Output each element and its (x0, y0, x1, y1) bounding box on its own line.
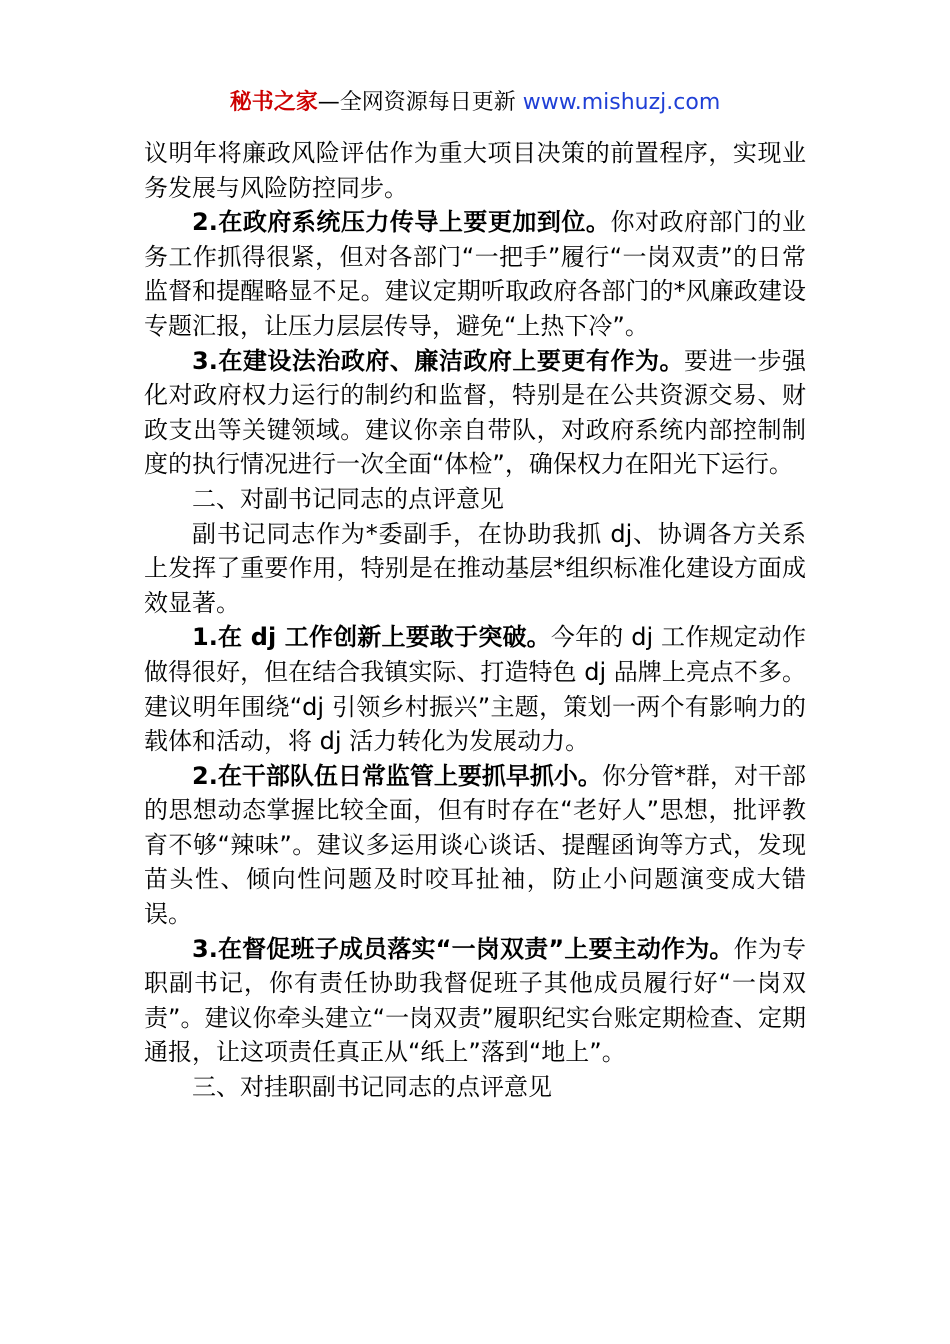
paragraph-text: 作为专职副书记，你有责任协助我督促班子其他成员履行好“一岗双责”。建议你牵头建立“一岗双责”履职纪实台账定期检查、定期通报，让这项责任真正从“纸上”落到“地上”。 (144, 934, 806, 1067)
paragraph-text: 你对政府部门的业务工作抓得很紧，但对各部门“一把手”履行“一岗双责”的日常监督和提醒略显不足。建议定期听取政府各部门的*风廉政建设专题汇报，让压力层层传导，避免“上热下冷”。 (144, 208, 806, 340)
paragraph-lead: 2.在干部队伍日常监管上要抓早抓小。 (192, 761, 602, 790)
site-header (0, 86, 950, 120)
paragraph-deputy-intro (144, 517, 806, 621)
paragraph-text: 今年的 dj 工作规定动作做得很好，但在结合我镇实际、打造特色 dj 品牌上亮点不多。建议明年围绕“dj 引领乡村振兴”主题，策划一两个有影响力的载体和活动，将 dj 活力转化为发展动力。 (144, 623, 806, 756)
site-url-link[interactable]: www.mishuzj.com (522, 90, 721, 115)
paragraph-text: 议明年将廉政风险评估作为重大项目决策的前置程序，实现业务发展与风险防控同步。 (144, 139, 806, 202)
section-heading-text: 三、对挂职副书记同志的点评意见 (192, 1073, 552, 1102)
paragraph-point-3-government (144, 344, 806, 482)
section-heading-2 (144, 482, 806, 517)
section-heading-3 (144, 1070, 806, 1105)
section-heading-text: 二、对副书记同志的点评意见 (192, 484, 504, 513)
paragraph-point-2-deputy (144, 759, 806, 932)
site-brand: 秘书之家 (229, 90, 318, 115)
paragraph-point-1-deputy (144, 620, 806, 758)
site-tagline: —全网资源每日更新 (317, 90, 523, 115)
paragraph-lead: 2.在政府系统压力传导上要更加到位。 (192, 208, 611, 237)
document-body (144, 136, 806, 1105)
paragraph-lead: 1.在 dj 工作创新上要敢于突破。 (192, 623, 551, 652)
paragraph-lead: 3.在建设法治政府、廉洁政府上要更有作为。 (192, 346, 684, 375)
paragraph-lead: 3.在督促班子成员落实“一岗双责”上要主动作为。 (192, 934, 734, 963)
paragraph-continuation (144, 136, 806, 205)
paragraph-point-2-government (144, 205, 806, 343)
paragraph-point-3-deputy (144, 932, 806, 1070)
paragraph-text: 要进一步强化对政府权力运行的制约和监督，特别是在公共资源交易、财政支出等关键领域。建议你亲自带队，对政府系统内部控制制度的执行情况进行一次全面“体检”，确保权力在阳光下运行。 (144, 346, 806, 479)
paragraph-text: 你分管*群，对干部的思想动态掌握比较全面，但有时存在“老好人”思想，批评教育不够“辣味”。建议多运用谈心谈话、提醒函询等方式，发现苗头性、倾向性问题及时咬耳扯袖，防止小问题演变成大错误。 (144, 761, 806, 929)
paragraph-text: 副书记同志作为*委副手，在协助我抓 dj、协调各方关系上发挥了重要作用，特别是在推动基层*组织标准化建设方面成效显著。 (144, 519, 806, 617)
